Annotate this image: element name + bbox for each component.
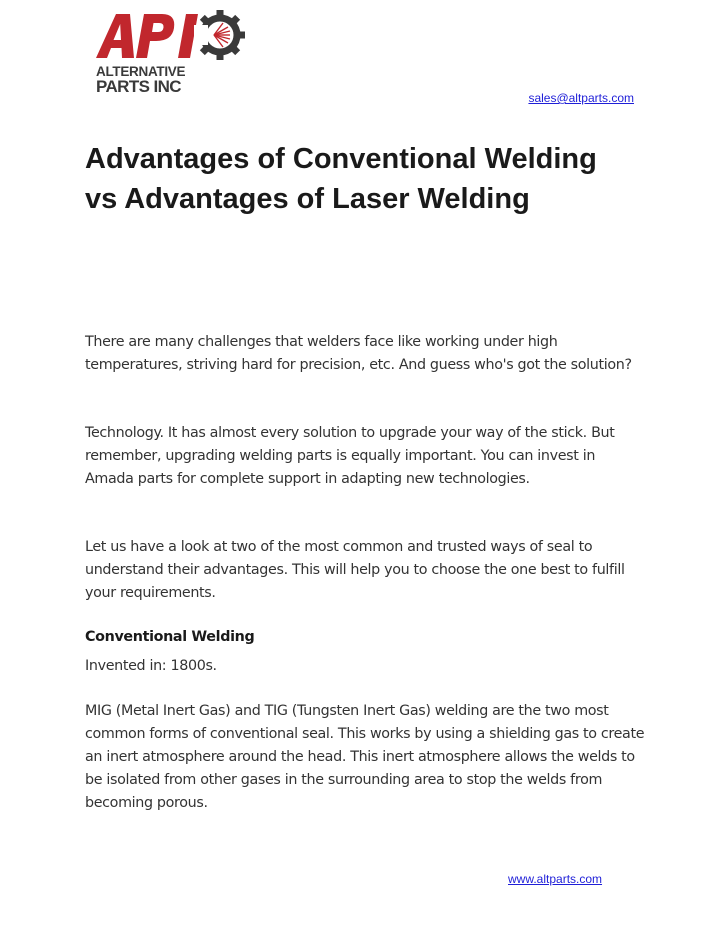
invented-line: Invented in: 1800s. <box>85 658 217 674</box>
page-title: Advantages of Conventional Welding vs Advantages of Laser Welding <box>85 143 597 215</box>
logo-line-1: ALTERNATIVE <box>96 64 186 79</box>
api-logo-mark-icon <box>92 8 264 68</box>
logo-line-2: PARTS INC <box>96 77 181 96</box>
intro-paragraph: There are many challenges that welders face like working under high temperatures, striving hard for precision, etc. And guess who's got the solution? <box>85 334 632 373</box>
company-logo <box>92 8 264 100</box>
overview-paragraph: Let us have a look at two of the most common and trusted ways of seal to understand their advantages. This will help you to choose the one best to fulfill your requirements. <box>85 539 625 601</box>
technology-paragraph: Technology. It has almost every solution to upgrade your way of the stick. But remember, upgrading welding parts is equally important. You can invest in Amada parts for complete support in adapting new technologies. <box>85 425 615 487</box>
email-link[interactable]: sales@altparts.com <box>528 91 634 105</box>
website-link[interactable]: www.altparts.com <box>508 872 603 886</box>
conventional-paragraph: MIG (Metal Inert Gas) and TIG (Tungsten Inert Gas) welding are the two most common forms of conventional seal. This works by using a shielding gas to create an inert atmosphere around the head. This inert atmosphere allows the welds to be isolated from other gases in the surrounding area to stop the welds from becoming porous. <box>85 703 645 811</box>
section-heading: Conventional Welding <box>85 629 255 645</box>
